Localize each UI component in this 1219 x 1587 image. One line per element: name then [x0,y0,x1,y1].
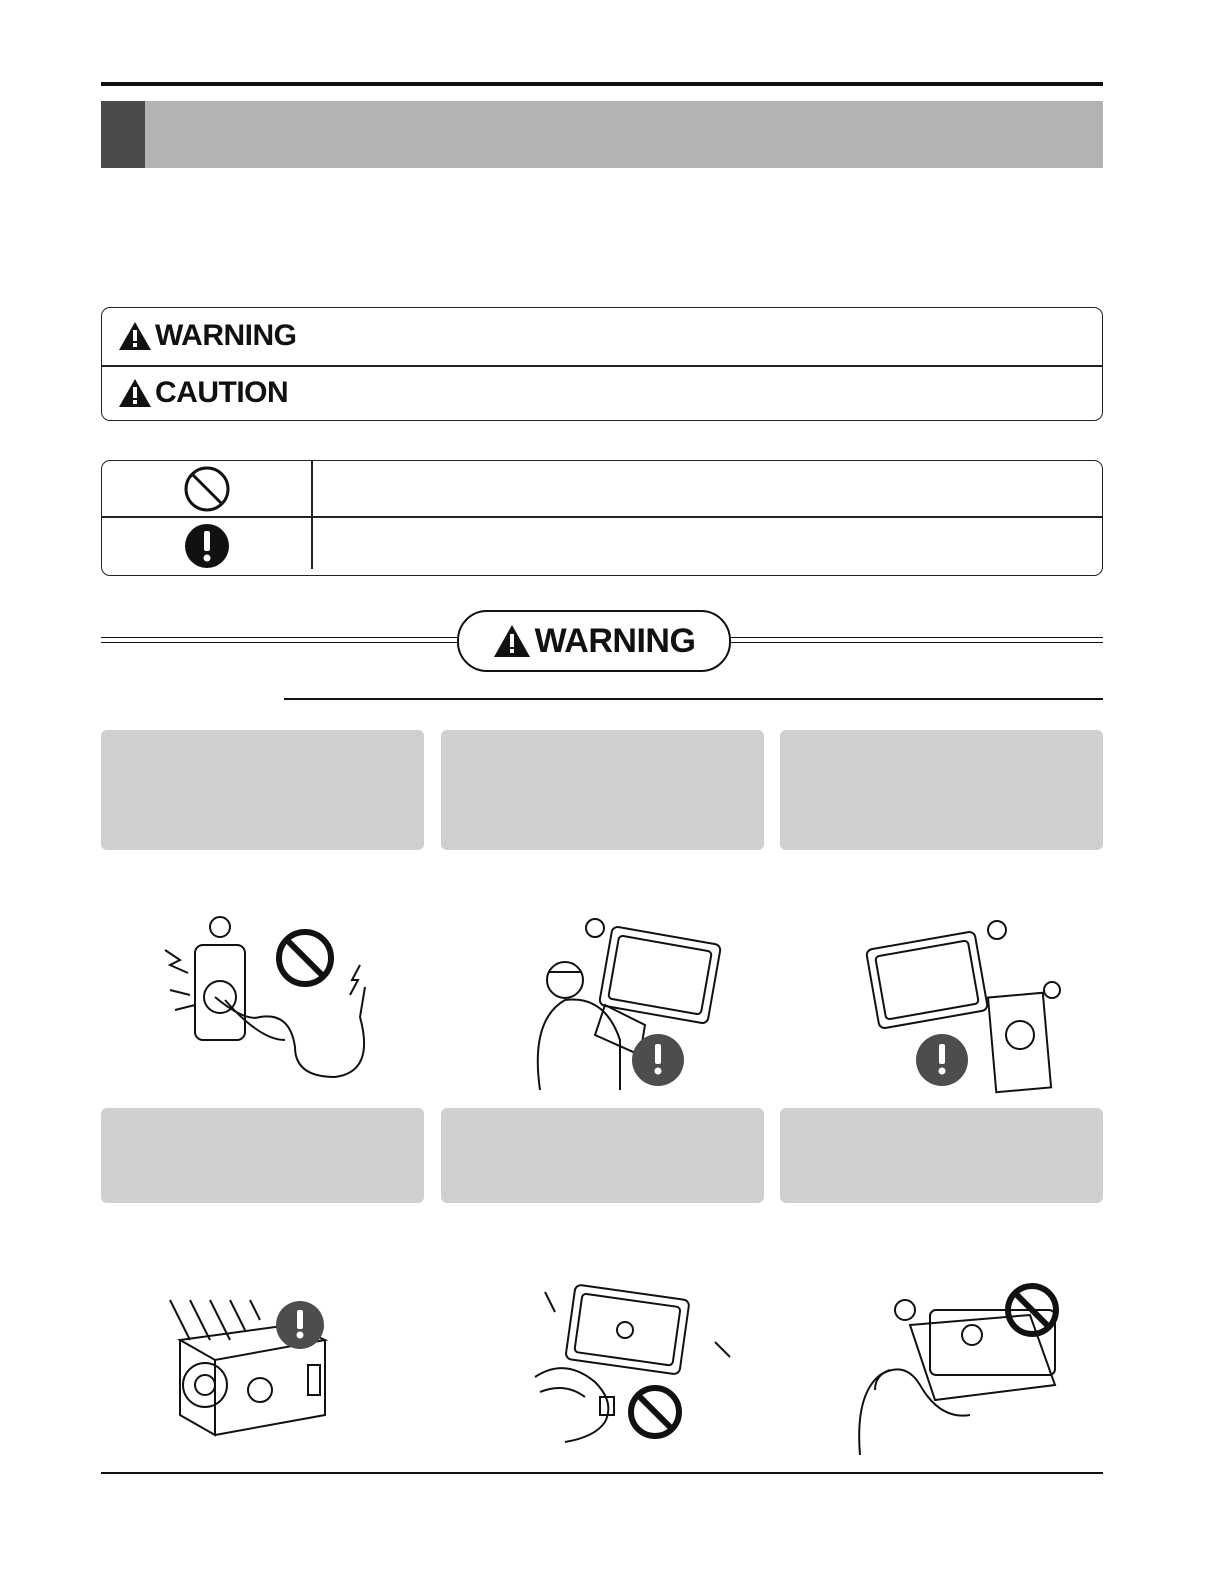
symbol-cell-mandatory [102,518,311,573]
banner-rule-left [101,637,459,643]
hazard-level-table [101,307,1103,421]
top-rule [101,82,1103,86]
illustration-lifting-front-panel [850,1280,1065,1460]
illustration-unplugged-cord [525,1282,740,1447]
warning-banner-label: WARNING [534,621,696,660]
caption-box-3 [780,730,1103,850]
caption-box-6 [780,1108,1103,1203]
subsection-rule [284,698,1103,700]
banner-rule-right [728,637,1103,643]
illustration-outdoor-unit-in-rain [160,1295,335,1445]
warning-level-row [102,308,1102,364]
caution-label: CAUTION [155,376,289,409]
warning-triangle-icon [118,378,152,408]
warning-triangle-icon [118,321,152,351]
warning-triangle-icon [493,624,531,658]
prohibition-icon [183,465,231,513]
warning-label: WARNING [155,319,297,352]
illustration-damaged-power-cord [135,915,390,1095]
bottom-rule [101,1472,1103,1474]
symbol-table [101,460,1103,576]
warning-banner [457,610,731,672]
caption-box-5 [441,1108,764,1203]
section-title-bar [101,101,1103,168]
symbol-column-divider [311,461,313,569]
caption-box-2 [441,730,764,850]
illustration-installer-reading-manual [510,910,735,1095]
caption-box-4 [101,1108,424,1203]
section-title-tab [101,101,145,168]
caption-box-1 [101,730,424,850]
illustration-dedicated-outlet [862,915,1067,1095]
mandatory-action-icon [184,523,230,569]
caution-level-row [102,365,1102,421]
symbol-cell-prohibition [102,461,311,516]
